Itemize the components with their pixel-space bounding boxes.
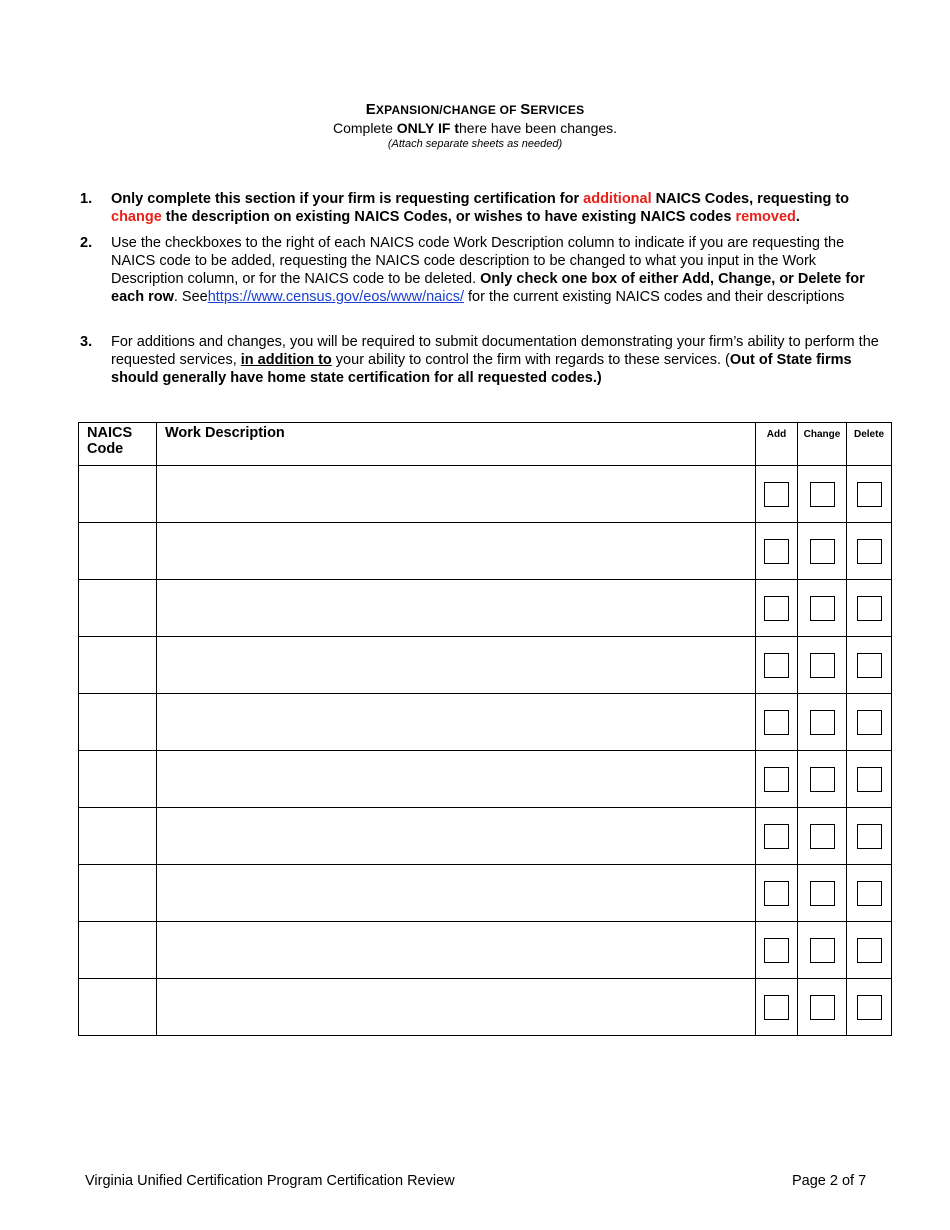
add-cell xyxy=(756,808,798,865)
add-cell xyxy=(756,637,798,694)
add-checkbox[interactable] xyxy=(764,767,789,792)
page-title: EXPANSION/CHANGE OF SERVICES xyxy=(365,101,585,118)
header-add: Add xyxy=(756,423,798,466)
attach-note: (Attach separate sheets as needed) xyxy=(387,138,563,150)
work-description-input[interactable] xyxy=(157,466,756,523)
naics-link[interactable]: https://www.census.gov/eos/www/naics/ xyxy=(207,289,464,305)
page-subtitle: Complete ONLY IF there have been changes. xyxy=(332,120,618,136)
table-row xyxy=(79,922,892,979)
delete-cell xyxy=(847,694,892,751)
change-cell xyxy=(798,751,847,808)
add-cell xyxy=(756,751,798,808)
work-description-input[interactable] xyxy=(157,523,756,580)
work-description-input[interactable] xyxy=(157,979,756,1036)
change-checkbox[interactable] xyxy=(810,767,835,792)
change-checkbox[interactable] xyxy=(810,995,835,1020)
instruction-1: 1. Only complete this section if your firm is requesting certification for additional NAICS Codes, requesting to change the description on existing NAICS Codes, or wishes to have existing NAICS codes removed. xyxy=(80,191,850,225)
delete-cell xyxy=(847,979,892,1036)
table-row xyxy=(79,466,892,523)
delete-checkbox[interactable] xyxy=(857,824,882,849)
table-row xyxy=(79,580,892,637)
change-cell xyxy=(798,523,847,580)
delete-cell xyxy=(847,751,892,808)
delete-checkbox[interactable] xyxy=(857,596,882,621)
change-cell xyxy=(798,808,847,865)
add-checkbox[interactable] xyxy=(764,710,789,735)
delete-cell xyxy=(847,865,892,922)
instruction-number: 2. xyxy=(80,235,93,251)
table-row xyxy=(79,751,892,808)
footer-left: Virginia Unified Certification Program Certification Review xyxy=(85,1173,455,1189)
work-description-input[interactable] xyxy=(157,808,756,865)
naics-table xyxy=(78,422,892,1036)
delete-cell xyxy=(847,637,892,694)
delete-checkbox[interactable] xyxy=(857,539,882,564)
naics-code-input[interactable] xyxy=(79,808,157,865)
change-cell xyxy=(798,694,847,751)
add-cell xyxy=(756,523,798,580)
table-row xyxy=(79,979,892,1036)
instruction-3: 3. For additions and changes, you will be required to submit documentation demonstrating your firm’s ability to perform the requested services, in addition to your ability to control the firm with regards to these services. (Out of State firms should generally have home state certification for all requested codes.) xyxy=(80,334,879,386)
naics-code-input[interactable] xyxy=(79,751,157,808)
delete-checkbox[interactable] xyxy=(857,767,882,792)
table-row xyxy=(79,523,892,580)
add-cell xyxy=(756,466,798,523)
work-description-input[interactable] xyxy=(157,865,756,922)
instruction-number: 3. xyxy=(80,334,93,350)
delete-checkbox[interactable] xyxy=(857,653,882,678)
change-checkbox[interactable] xyxy=(810,938,835,963)
table-row xyxy=(79,865,892,922)
add-checkbox[interactable] xyxy=(764,596,789,621)
add-cell xyxy=(756,865,798,922)
naics-code-input[interactable] xyxy=(79,580,157,637)
delete-cell xyxy=(847,466,892,523)
header-naics-code: NAICS Code xyxy=(79,423,157,466)
work-description-input[interactable] xyxy=(157,751,756,808)
naics-code-input[interactable] xyxy=(79,523,157,580)
add-cell xyxy=(756,694,798,751)
add-checkbox[interactable] xyxy=(764,539,789,564)
change-checkbox[interactable] xyxy=(810,539,835,564)
change-cell xyxy=(798,637,847,694)
add-checkbox[interactable] xyxy=(764,653,789,678)
delete-cell xyxy=(847,523,892,580)
table-row xyxy=(79,808,892,865)
naics-code-input[interactable] xyxy=(79,865,157,922)
delete-checkbox[interactable] xyxy=(857,710,882,735)
naics-code-input[interactable] xyxy=(79,637,157,694)
work-description-input[interactable] xyxy=(157,580,756,637)
add-checkbox[interactable] xyxy=(764,881,789,906)
work-description-input[interactable] xyxy=(157,922,756,979)
add-checkbox[interactable] xyxy=(764,482,789,507)
delete-cell xyxy=(847,808,892,865)
add-cell xyxy=(756,580,798,637)
naics-code-input[interactable] xyxy=(79,466,157,523)
add-checkbox[interactable] xyxy=(764,938,789,963)
delete-checkbox[interactable] xyxy=(857,995,882,1020)
add-checkbox[interactable] xyxy=(764,824,789,849)
naics-code-input[interactable] xyxy=(79,979,157,1036)
change-checkbox[interactable] xyxy=(810,482,835,507)
table-row xyxy=(79,637,892,694)
naics-code-input[interactable] xyxy=(79,922,157,979)
change-checkbox[interactable] xyxy=(810,824,835,849)
delete-checkbox[interactable] xyxy=(857,938,882,963)
work-description-input[interactable] xyxy=(157,694,756,751)
change-cell xyxy=(798,865,847,922)
header-work-description: Work Description xyxy=(157,423,756,466)
delete-checkbox[interactable] xyxy=(857,881,882,906)
change-cell xyxy=(798,979,847,1036)
change-checkbox[interactable] xyxy=(810,596,835,621)
table-row xyxy=(79,694,892,751)
change-checkbox[interactable] xyxy=(810,881,835,906)
page-header xyxy=(0,101,950,150)
instruction-2: 2. Use the checkboxes to the right of each NAICS code Work Description column to indicate if you are requesting the NAICS code to be added, requesting the NAICS code description to be changed to what you input in the Work Description column, or for the NAICS code to be deleted. Only check one box of either Add, Change, or Delete for each row. Seehttps://www.census.gov/eos/www/naics/ for the current existing NAICS codes and their descriptions xyxy=(80,235,865,305)
naics-code-input[interactable] xyxy=(79,694,157,751)
add-cell xyxy=(756,979,798,1036)
delete-cell xyxy=(847,922,892,979)
change-cell xyxy=(798,466,847,523)
change-cell xyxy=(798,922,847,979)
instruction-number: 1. xyxy=(80,191,93,207)
add-checkbox[interactable] xyxy=(764,995,789,1020)
add-cell xyxy=(756,922,798,979)
footer-page-number: Page 2 of 7 xyxy=(792,1173,867,1189)
delete-cell xyxy=(847,580,892,637)
header-change: Change xyxy=(798,423,847,466)
change-checkbox[interactable] xyxy=(810,710,835,735)
change-checkbox[interactable] xyxy=(810,653,835,678)
delete-checkbox[interactable] xyxy=(857,482,882,507)
change-cell xyxy=(798,580,847,637)
header-delete: Delete xyxy=(847,423,892,466)
table-header-row xyxy=(79,423,892,466)
work-description-input[interactable] xyxy=(157,637,756,694)
